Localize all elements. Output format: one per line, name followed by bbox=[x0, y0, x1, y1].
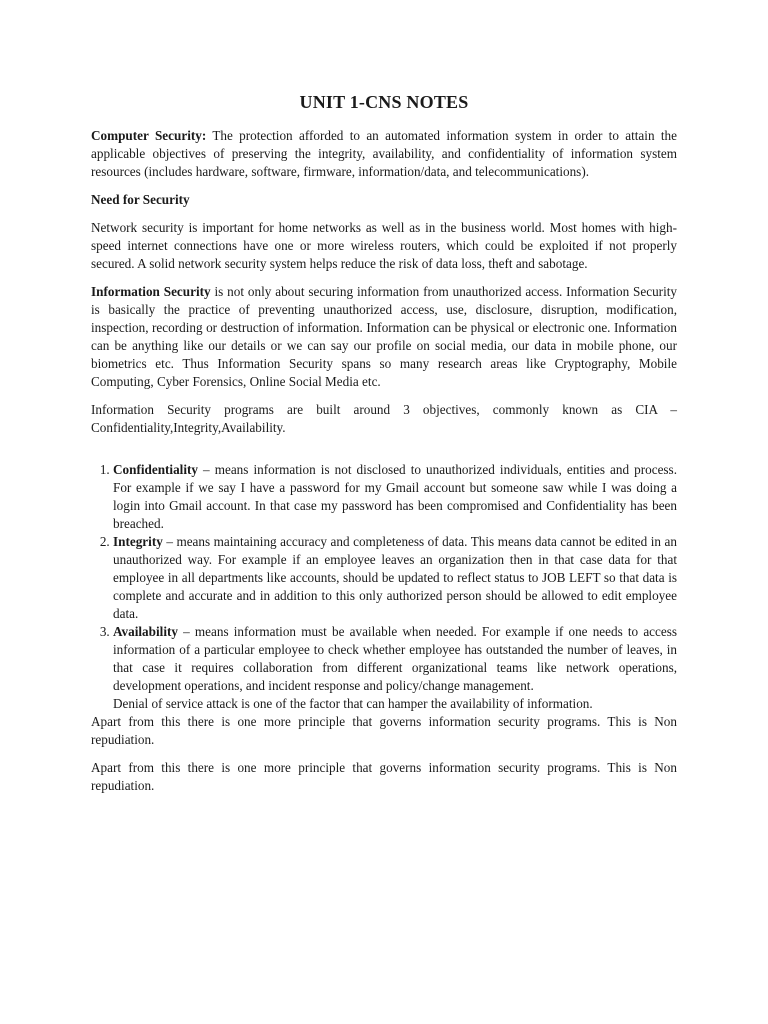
information-security-paragraph bbox=[91, 283, 677, 391]
page-title: UNIT 1-CNS NOTES bbox=[299, 92, 469, 112]
list-item-availability bbox=[113, 623, 677, 695]
list-item-confidentiality bbox=[113, 461, 677, 533]
need-for-security-heading: Need for Security bbox=[91, 192, 190, 207]
objective-term: Availability bbox=[113, 624, 178, 639]
objective-term: Confidentiality bbox=[113, 462, 198, 477]
objective-text: – means information is not disclosed to unauthorized individuals, entities and process. For example if we say I have a password for my Gmail account but someone saw while I was doing a login into Gmail account. In that case my password has been compromised and Confidentiality has been breached. bbox=[113, 462, 677, 531]
computer-security-term: Computer Security: bbox=[91, 128, 207, 143]
information-security-text: is not only about securing information from unauthorized access. Information Security is basically the practice of preventing unauthorized access, use, disclosure, disruption, modification, inspection, recording or destruction of information. Information can be physical or electronic one. Information can be anything like our details or we can say our profile on social media, our data in mobile phone, our biometrics etc. Thus Information Security spans so many research areas like Cryptography, Mobile Computing, Cyber Forensics, Online Social Media etc. bbox=[91, 284, 677, 389]
non-repudiation-paragraph-1: Apart from this there is one more principle that governs information security programs. This is Non repudiation. bbox=[91, 714, 677, 747]
cia-objectives-list bbox=[91, 461, 677, 695]
information-security-term: Information Security bbox=[91, 284, 211, 299]
cia-intro-paragraph: Information Security programs are built around 3 objectives, commonly known as CIA – Confidentiality,Integrity,Availability. bbox=[91, 402, 677, 435]
need-for-security-paragraph: Network security is important for home networks as well as in the business world. Most homes with high-speed internet connections have one or more wireless routers, which could be exploited if not properly secured. A solid network security system helps reduce the risk of data loss, theft and sabotage. bbox=[91, 220, 677, 271]
objective-term: Integrity bbox=[113, 534, 163, 549]
computer-security-paragraph bbox=[91, 127, 677, 181]
objective-text: – means information must be available when needed. For example if one needs to access information of a particular employee to check whether employee has outstanded the number of leaves, in that case it requires collaboration from different organizational teams like network operations, development operations, and incident response and policy/change management. bbox=[113, 624, 677, 693]
computer-security-text: The protection afforded to an automated information system in order to attain the applicable objectives of preserving the integrity, availability, and confidentiality of information system resources (includes hardware, software, firmware, information/data, and telecommunications). bbox=[91, 128, 677, 179]
denial-of-service-paragraph: Denial of service attack is one of the factor that can hamper the availability of information. bbox=[113, 696, 593, 711]
list-item-integrity bbox=[113, 533, 677, 623]
non-repudiation-paragraph-2: Apart from this there is one more principle that governs information security programs. This is Non repudiation. bbox=[91, 760, 677, 793]
objective-text: – means maintaining accuracy and completeness of data. This means data cannot be edited in an unauthorized way. For example if an employee leaves an organization then in that case data for that employee in all departments like accounts, should be updated to reflect status to JOB LEFT so that data is complete and accurate and in addition to this only authorized person should be allowed to edit employee data. bbox=[113, 534, 677, 621]
